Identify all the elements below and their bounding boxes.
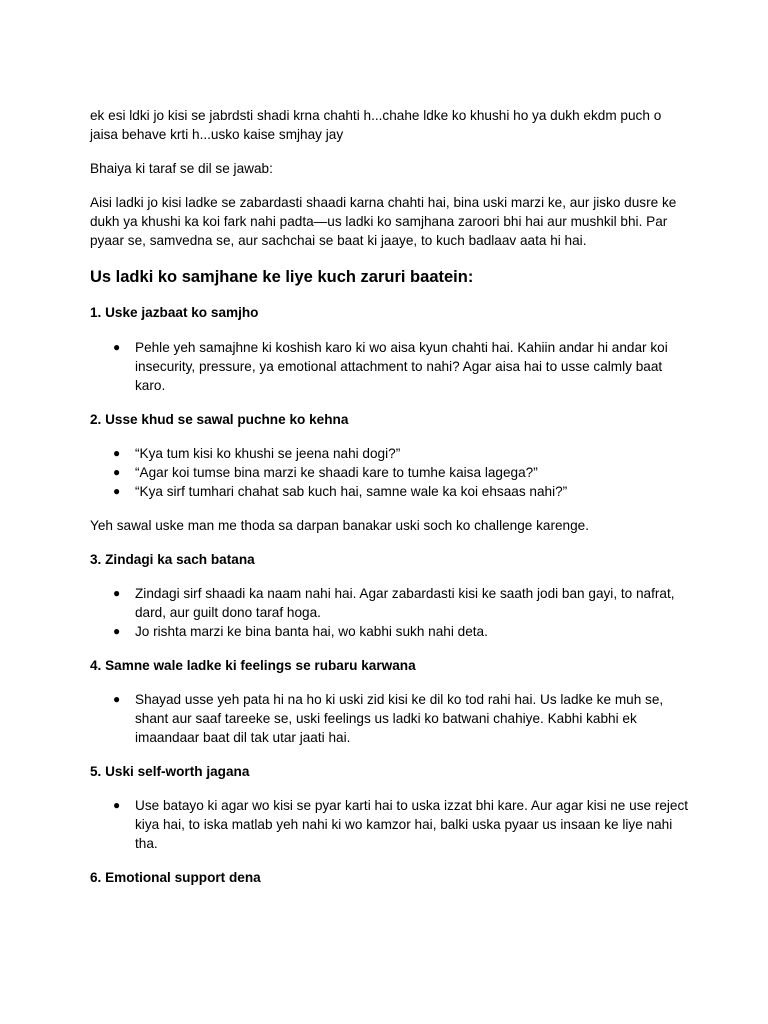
point-heading: 6. Emotional support dena [90,870,261,885]
bullet-list [90,444,690,501]
list-item-text: “Kya sirf tumhari chahat sab kuch hai, samne wale ka koi ehsaas nahi?” [135,484,568,499]
list-item-text: Jo rishta marzi ke bina banta hai, wo kabhi sukh nahi deta. [135,624,488,639]
bullet-icon: ● [113,586,121,600]
intro-question: ek esi ldki jo kisi se jabrdsti shadi krna chahti h...chahe ldke ko khushi ho ya dukh ekdm puch o jaisa behave krti h...usko kaise smjhay jay [90,108,662,142]
list-item [90,463,690,482]
list-item [90,584,690,622]
bullet-list [90,584,690,641]
bullet-icon: ● [113,446,121,460]
list-item-text: Use batayo ki agar wo kisi se pyar karti hai to uska izzat bhi kare. Aur agar kisi ne use reject kiya hai, to iska matlab yeh nahi ki wo kamzor hai, balki uska pyaar us insaan ke liye nahi tha. [135,798,689,851]
list-item [90,690,690,747]
bullet-list [90,338,690,395]
intro-answer: Aisi ladki jo kisi ladke se zabardasti shaadi karna chahti hai, bina uski marzi ke, aur jisko dusre ke dukh ya khushi ka koi fark nahi padta—us ladki ko samjhana zaroori bhi hai aur mushkil bhi. Par pyaar se, samvedna se, aur sachchai se baat ki jaaye, to kuch badlaav aata hi hai. [90,195,677,248]
bullet-list [90,796,690,853]
point-note: Yeh sawal uske man me thoda sa darpan banakar uski soch ko challenge karenge. [90,518,590,533]
list-item [90,338,690,395]
list-item-text: “Kya tum kisi ko khushi se jeena nahi dogi?” [135,446,401,461]
bullet-icon: ● [113,798,121,812]
point-heading: 1. Uske jazbaat ko samjho [90,305,259,320]
bullet-icon: ● [113,624,121,638]
bullet-icon: ● [113,484,121,498]
list-item [90,622,690,641]
document-page [90,106,690,887]
section-heading: Us ladki ko samjhane ke liye kuch zaruri baatein: [90,268,474,286]
point-heading: 4. Samne wale ladke ki feelings se rubaru karwana [90,658,416,673]
list-item-text: Shayad usse yeh pata hi na ho ki uski zid kisi ke dil ko tod rahi hai. Us ladke ke muh se, shant aur saaf tareeke se, uski feelings us ladki ko batwani chahiye. Kabhi kabhi ek imaandaar baat dil tak utar jaati hai. [135,692,664,745]
list-item [90,796,690,853]
list-item [90,444,690,463]
bullet-list [90,690,690,747]
bullet-icon: ● [113,340,121,354]
point-heading: 2. Usse khud se sawal puchne ko kehna [90,412,349,427]
list-item-text: Pehle yeh samajhne ki koshish karo ki wo aisa kyun chahti hai. Kahiin andar hi andar koi insecurity, pressure, ya emotional attachment to nahi? Agar aisa hai to usse calmly baat karo. [135,340,668,393]
bullet-icon: ● [113,465,121,479]
point-heading: 5. Uski self-worth jagana [90,764,250,779]
bullet-icon: ● [113,692,121,706]
reply-label: Bhaiya ki taraf se dil se jawab: [90,161,273,176]
list-item-text: Zindagi sirf shaadi ka naam nahi hai. Agar zabardasti kisi ke saath jodi ban gayi, to nafrat, dard, aur guilt dono taraf hoga. [135,586,675,620]
list-item [90,482,690,501]
point-heading: 3. Zindagi ka sach batana [90,552,255,567]
list-item-text: “Agar koi tumse bina marzi ke shaadi kare to tumhe kaisa lagega?” [135,465,538,480]
